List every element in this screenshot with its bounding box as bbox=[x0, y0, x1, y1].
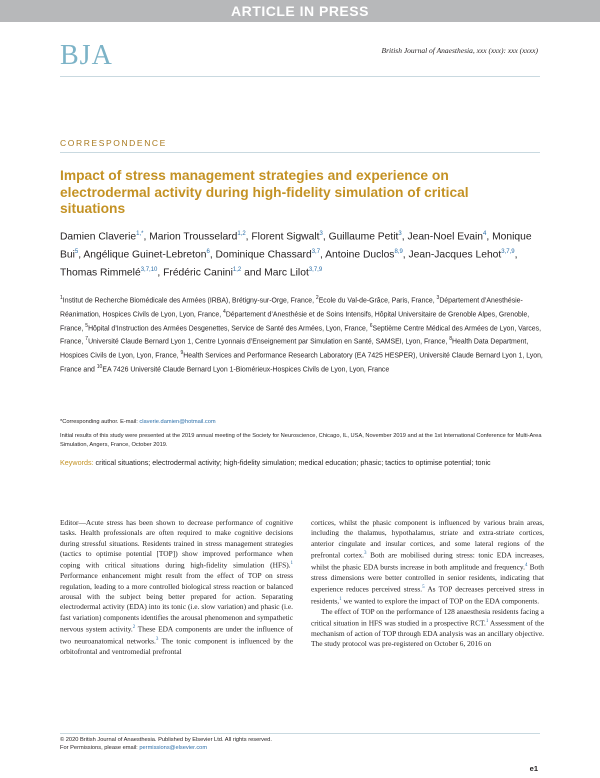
author-affil-sup: 4 bbox=[483, 231, 487, 237]
initial-results-note: Initial results of this study were presented at the 2019 annual meeting of the Society for Neuroscience, Chicago, IL, USA, November 2019 and at the 1st International Conference for Multi-Area Simulation, Angers, France, October 2019. bbox=[60, 433, 542, 448]
body-text: Both stress dimensions were better controlled in senior residents, indicating that experience reduces perceived stress. bbox=[311, 562, 544, 594]
author-name: , Florent Sigwalt bbox=[245, 231, 320, 243]
affiliation: Institut de Recherche Biomédicale des Armées (IRBA), Brétigny-sur-Orge, France, bbox=[62, 297, 316, 305]
author-name: , Monique Bui bbox=[60, 231, 532, 261]
affil-number: 4 bbox=[223, 308, 226, 315]
author-name: , Jean-Jacques Lehot bbox=[402, 249, 502, 261]
article-title: Impact of stress management strategies and experience on electrodermal activity during high-fidelity simulation of critical situations bbox=[60, 168, 469, 216]
author-affil-sup: 3,7,9 bbox=[308, 267, 323, 274]
citation-link[interactable]: 1 bbox=[290, 561, 293, 567]
keywords bbox=[60, 458, 545, 469]
body-text: cortices, whilst the phasic component is influenced by various brain areas, including the thalamus, hypothalamus, striate and extra-striate cortices, anterior cingulate and insular cortices, and some lateral regions of the prefrontal cortex. bbox=[311, 518, 544, 560]
section-divider bbox=[60, 152, 540, 153]
article-in-press-banner: ARTICLE IN PRESS bbox=[0, 0, 600, 22]
affil-number: 9 bbox=[180, 350, 184, 357]
journal-reference: British Journal of Anaesthesia, xxx (xxx): xxx (xxxx) bbox=[381, 46, 538, 55]
citation-link[interactable]: 3 bbox=[364, 551, 367, 557]
body-text: Both are mobilised during stress: tonic EDA increases, whilst the phasic EDA bursts increase in both amplitude and frequency. bbox=[311, 550, 544, 572]
affiliation: Health Data Department, Hospices Civils de Lyon, Lyon, France, bbox=[60, 338, 529, 360]
header-divider bbox=[60, 76, 540, 77]
affil-number: 10 bbox=[96, 363, 103, 370]
page-number: e1 bbox=[529, 764, 538, 773]
body-text: Assessment of the mechanism of action of TOP through EDA analysis was an ancillary objective. The study protocol was pre-registered on October 6, 2016 on bbox=[311, 618, 544, 649]
bja-logo: BJA bbox=[60, 40, 113, 71]
affiliations bbox=[60, 293, 545, 376]
author-affil-sup: 3 bbox=[319, 231, 323, 237]
affiliation: Département d’Anesthésie-Réanimation, Hospices Civils de Lyon, Lyon, France, bbox=[60, 297, 523, 319]
body-text: The effect of TOP on the performance of 128 anaesthesia residents facing a critical situation in HFS was studied in a prospective RCT. bbox=[311, 606, 544, 628]
affiliation: EA 7426 Université Claude Bernard Lyon 1-Biomérieux-Hospices Civils de Lyon, Lyon, France bbox=[102, 366, 390, 374]
author-affil-sup: 1,* bbox=[136, 231, 144, 237]
body-text: we wanted to explore the impact of TOP on the EDA components. bbox=[341, 596, 540, 606]
author-name: and Marc Lilot bbox=[241, 267, 309, 279]
citation-link[interactable]: 1 bbox=[485, 618, 489, 624]
paragraph bbox=[60, 518, 293, 657]
affil-number: 2 bbox=[315, 295, 319, 301]
affil-number: 6 bbox=[369, 322, 373, 329]
author-affil-sup: 3,7 bbox=[311, 249, 321, 256]
citation-link[interactable]: 1 bbox=[339, 596, 342, 602]
affiliation: Ecole du Val-de-Grâce, Paris, France, bbox=[318, 297, 437, 305]
paragraph bbox=[311, 607, 544, 650]
affiliation: Département d’Anesthésie et de Soins Intensifs, Hôpital Universitaire de Grenoble Alpes, Grenoble, France, bbox=[60, 311, 530, 332]
body-column-left bbox=[60, 518, 293, 657]
body-text: Performance enhancement might result from the effect of TOP on stress regulation, leading to a more controlled biological stress reaction or balanced arousal with the subject being better prepared for action. Separating electrodermal activity (EDA) into its tonic (i.e. slow variation) and phasic (i.e. fast variation) components identifies the arousal phenomenon and sympathetic nervous system activity. bbox=[60, 571, 293, 634]
body-text: The tonic component is influenced by the orbitofrontal and ventromedial prefrontal bbox=[60, 636, 293, 656]
body-text: These EDA components are under the influence of two neuroanatomical networks. bbox=[60, 624, 293, 646]
author-name: , Thomas Rimmelé bbox=[60, 249, 518, 279]
author-affil-sup: 1,2 bbox=[232, 267, 242, 274]
author-affil-sup: 1,2 bbox=[237, 231, 246, 237]
corresponding-email-link[interactable]: claverie.damien@hotmail.com bbox=[139, 419, 216, 425]
author-affil-sup: 3 bbox=[398, 231, 402, 237]
citation-link[interactable]: 3 bbox=[155, 636, 159, 642]
permissions-label: For Permissions, please email: bbox=[60, 745, 140, 752]
section-label: CORRESPONDENCE bbox=[60, 138, 167, 148]
permissions bbox=[60, 744, 272, 752]
affil-number: 7 bbox=[85, 336, 89, 343]
citation-link[interactable]: 4 bbox=[524, 562, 528, 568]
citation-link[interactable]: 2 bbox=[132, 624, 136, 630]
body-text: Editor—Acute stress has been shown to decrease performance of cognitive tasks. Health professionals are often required to make cognitive decisions during stressful situations. Residents trained in stress management strategies (tactics to optimise potential [TOP]) show improved performance when coping with critical situations during high-fidelity simulation (HFS). bbox=[60, 518, 293, 570]
affiliation: Université Claude Bernard Lyon 1, Centre Lyonnais d’Enseignement par Simulation en Santé, SAMSEI, Lyon, France, bbox=[88, 338, 450, 346]
permissions-email-link[interactable]: permissions@elsevier.com bbox=[139, 745, 208, 752]
affil-number: 1 bbox=[60, 295, 63, 301]
affiliation: Septième Centre Médical des Armées de Lyon, Varces, France, bbox=[60, 324, 542, 346]
keywords-text: critical situations; electrodermal activity; high-fidelity simulation; medical education; phasic; tactics to optimise potential; tonic bbox=[93, 458, 491, 467]
paragraph bbox=[311, 518, 544, 607]
affiliation: Hôpital d’Instruction des Armées Desgenettes, Service de Santé des Armées, Lyon, France, bbox=[88, 324, 370, 332]
affil-number: 8 bbox=[449, 336, 453, 343]
author-list bbox=[60, 227, 545, 281]
author-name: , Marion Trousselard bbox=[143, 231, 238, 243]
citation-link[interactable]: 5 bbox=[422, 585, 425, 590]
author-name: , Angélique Guinet-Lebreton bbox=[78, 249, 207, 261]
affiliation: Health Services and Performance Research Laboratory (EA 7425 HESPER), Université Claude Bernard Lyon 1, Lyon, France and bbox=[60, 352, 543, 374]
author-name: , Frédéric Canini bbox=[157, 267, 233, 279]
author-name: , Antoine Duclos bbox=[320, 249, 395, 261]
author-name: , Guillaume Petit bbox=[322, 231, 399, 243]
affil-number: 5 bbox=[85, 322, 89, 329]
footer-divider bbox=[60, 733, 540, 734]
author-name: , Jean-Noel Evain bbox=[401, 231, 484, 243]
author-affil-sup: 3,7,10 bbox=[140, 267, 158, 274]
footer bbox=[60, 736, 272, 753]
author-name: , Dominique Chassard bbox=[209, 249, 312, 261]
author-affil-sup: 8,9 bbox=[394, 249, 403, 256]
corresponding-author bbox=[60, 418, 545, 427]
author-affil-sup: 5 bbox=[74, 249, 79, 256]
keywords-label: Keywords: bbox=[60, 458, 94, 467]
corresponding-label: *Corresponding author. E-mail: bbox=[60, 419, 140, 425]
body-column-right bbox=[311, 518, 544, 649]
affil-number: 3 bbox=[436, 295, 440, 301]
author-name: Damien Claverie bbox=[60, 231, 137, 243]
copyright: © 2020 British Journal of Anaesthesia. Published by Elsevier Ltd. All rights reserved. bbox=[60, 737, 272, 743]
author-affil-sup: 3,7,9 bbox=[501, 249, 515, 256]
body-text: As TOP decreases perceived stress in residents, bbox=[311, 584, 545, 606]
author-affil-sup: 6 bbox=[206, 249, 210, 256]
